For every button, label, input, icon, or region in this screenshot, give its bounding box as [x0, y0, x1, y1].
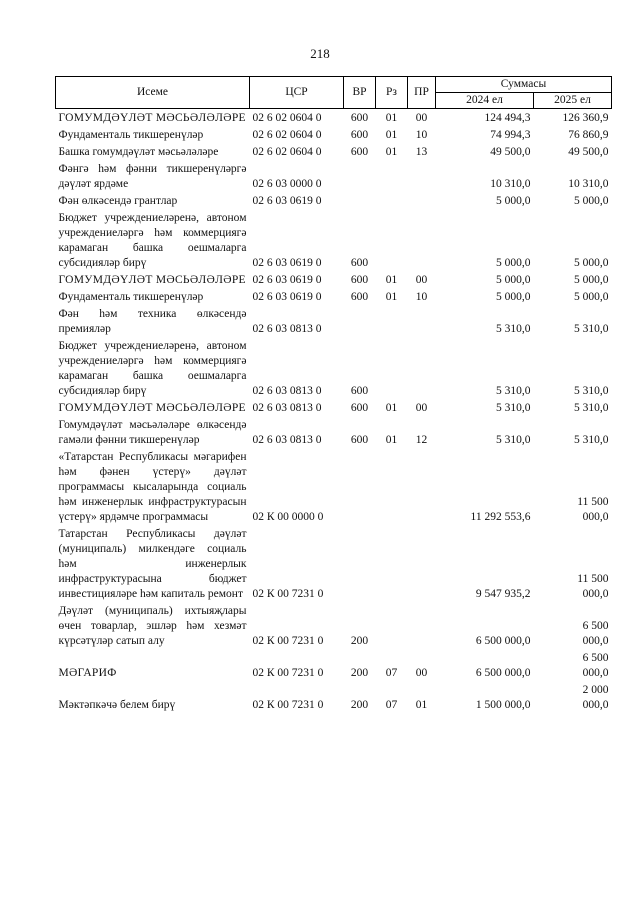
row-pr — [408, 160, 436, 192]
row-pr — [408, 448, 436, 525]
table-row — [56, 288, 612, 305]
row-2025: 6 500 000,0 — [582, 652, 609, 679]
row-vr: 600 — [350, 402, 369, 414]
row-vr — [344, 525, 376, 602]
row-vr: 600 — [350, 112, 369, 124]
row-vr — [344, 448, 376, 525]
row-csr: 02 К 00 7231 0 — [252, 588, 324, 600]
row-name: ГОМУМДӘҮЛӘТ МӘСЬӘЛӘЛӘРЕ — [58, 274, 246, 286]
row-csr: 02 6 03 0619 0 — [252, 274, 322, 286]
row-vr: 200 — [350, 667, 369, 679]
row-pr — [408, 602, 436, 649]
header-vr: ВР — [344, 77, 376, 109]
row-2024: 10 310,0 — [490, 178, 531, 190]
budget-table — [55, 76, 612, 713]
table-row — [56, 305, 612, 337]
row-name: Фәнгә һәм фәнни тикшеренүләргә дәүләт ярдәме — [58, 163, 247, 190]
row-vr: 600 — [350, 434, 369, 446]
header-csr: ЦСР — [250, 77, 344, 109]
table-row — [56, 448, 612, 525]
row-rz — [376, 192, 408, 209]
row-2024: 1 500 000,0 — [475, 699, 531, 711]
row-2024: 5 310,0 — [496, 434, 531, 446]
header-pr: ПР — [408, 77, 436, 109]
row-pr — [408, 305, 436, 337]
row-rz — [376, 209, 408, 271]
page-number: 218 — [310, 46, 330, 61]
row-2025: 76 860,9 — [568, 129, 609, 141]
row-rz — [376, 448, 408, 525]
row-csr: 02 К 00 7231 0 — [252, 699, 324, 711]
table-row — [56, 649, 612, 681]
row-2024: 5 000,0 — [496, 257, 531, 269]
row-vr: 200 — [350, 699, 369, 711]
row-rz: 01 — [385, 146, 398, 158]
header-name: Исеме — [56, 77, 250, 109]
row-pr: 00 — [415, 402, 428, 414]
row-rz — [376, 525, 408, 602]
row-rz: 01 — [385, 274, 398, 286]
row-name: Фундаменталь тикшеренүләр — [58, 291, 204, 303]
row-pr — [408, 525, 436, 602]
row-name: «Татарстан Республикасы мәгарифен һәм фәнен үстерү» дәүләт программасы кысаларында социаль һәм инженерлык инфраструктурасын үстерү» ярдәмче программасы — [58, 451, 247, 523]
row-pr — [408, 192, 436, 209]
row-csr: 02 6 03 0813 0 — [252, 323, 322, 335]
row-csr: 02 6 02 0604 0 — [252, 129, 322, 141]
table-row — [56, 143, 612, 160]
row-pr: 10 — [415, 129, 428, 141]
table-row — [56, 271, 612, 288]
row-rz: 01 — [385, 434, 398, 446]
row-vr: 600 — [350, 257, 369, 269]
row-name: Башка гомумдәүләт мәсьәләләре — [58, 146, 219, 158]
row-2025: 5 000,0 — [574, 291, 609, 303]
table-row — [56, 160, 612, 192]
table-row — [56, 337, 612, 399]
row-2024: 5 000,0 — [496, 195, 531, 207]
row-csr: 02 6 02 0604 0 — [252, 146, 322, 158]
row-rz — [376, 337, 408, 399]
row-csr: 02 6 02 0604 0 — [252, 112, 322, 124]
row-rz — [376, 305, 408, 337]
row-2024: 6 500 000,0 — [475, 667, 531, 679]
row-2025: 49 500,0 — [568, 146, 609, 158]
row-csr: 02 К 00 7231 0 — [252, 667, 324, 679]
table-row — [56, 525, 612, 602]
row-csr: 02 6 03 0813 0 — [252, 385, 322, 397]
row-rz: 01 — [385, 402, 398, 414]
row-2025: 5 000,0 — [574, 257, 609, 269]
row-csr: 02 К 00 7231 0 — [252, 635, 324, 647]
row-vr — [344, 305, 376, 337]
row-2024: 6 500 000,0 — [475, 635, 531, 647]
row-name: ГОМУМДӘҮЛӘТ МӘСЬӘЛӘЛӘРЕ — [58, 402, 246, 414]
row-pr — [408, 337, 436, 399]
row-rz — [376, 602, 408, 649]
row-2025: 126 360,9 — [562, 112, 609, 124]
row-rz: 07 — [385, 667, 398, 679]
row-pr: 12 — [415, 434, 428, 446]
row-name: Бюджет учреждениеләренә, автоном учреждениеләргә һәм коммерциягә карамаган башка оешмаларга субсидияләр бирү — [58, 212, 247, 269]
row-2024: 124 494,3 — [484, 112, 531, 124]
row-csr: 02 6 03 0813 0 — [252, 434, 322, 446]
row-2024: 74 994,3 — [490, 129, 531, 141]
row-2025: 5 000,0 — [574, 274, 609, 286]
row-rz: 07 — [385, 699, 398, 711]
row-name: ГОМУМДӘҮЛӘТ МӘСЬӘЛӘЛӘРЕ — [58, 112, 246, 124]
table-row — [56, 109, 612, 127]
table-row — [56, 602, 612, 649]
row-2025: 5 310,0 — [574, 385, 609, 397]
row-csr: 02 6 03 0813 0 — [252, 402, 322, 414]
row-csr: 02 К 00 0000 0 — [252, 511, 324, 523]
row-2025: 10 310,0 — [568, 178, 609, 190]
row-2024: 11 292 553,6 — [470, 511, 531, 523]
row-vr: 600 — [350, 129, 369, 141]
row-name: Мәктәпкәчә белем бирү — [58, 699, 176, 711]
row-pr: 00 — [415, 112, 428, 124]
row-rz — [376, 160, 408, 192]
row-pr: 00 — [415, 274, 428, 286]
row-csr: 02 6 03 0619 0 — [252, 195, 322, 207]
row-pr: 13 — [415, 146, 428, 158]
row-rz: 01 — [385, 291, 398, 303]
row-csr: 02 6 03 0619 0 — [252, 291, 322, 303]
row-vr: 600 — [350, 274, 369, 286]
row-2025: 11 500 000,0 — [577, 573, 609, 600]
row-2024: 9 547 935,2 — [475, 588, 531, 600]
header-2025: 2025 ел — [534, 93, 612, 109]
header-sums: Суммасы — [436, 77, 612, 93]
row-vr: 600 — [350, 146, 369, 158]
header-rz: Рз — [376, 77, 408, 109]
row-2025: 5 000,0 — [574, 195, 609, 207]
row-2024: 49 500,0 — [490, 146, 531, 158]
row-2024: 5 310,0 — [496, 323, 531, 335]
table-body — [56, 109, 612, 714]
row-2025: 11 500 000,0 — [577, 496, 609, 523]
row-2025: 2 000 000,0 — [582, 684, 609, 711]
row-2024: 5 000,0 — [496, 274, 531, 286]
row-2025: 5 310,0 — [574, 402, 609, 414]
table-row — [56, 416, 612, 448]
row-name: Фән һәм техника өлкәсендә премияләр — [58, 308, 247, 335]
row-2024: 5 310,0 — [496, 385, 531, 397]
table-row — [56, 399, 612, 416]
row-pr — [408, 209, 436, 271]
table-row — [56, 126, 612, 143]
row-vr: 200 — [350, 635, 369, 647]
row-name: Фундаменталь тикшеренүләр — [58, 129, 204, 141]
row-2025: 5 310,0 — [574, 323, 609, 335]
row-2024: 5 310,0 — [496, 402, 531, 414]
row-rz: 01 — [385, 112, 398, 124]
row-pr: 10 — [415, 291, 428, 303]
row-name: Фән өлкәсендә грантлар — [58, 195, 178, 207]
table-row — [56, 192, 612, 209]
row-vr: 600 — [350, 291, 369, 303]
row-name: Бюджет учреждениеләренә, автоном учреждениеләргә һәм коммерциягә карамаган башка оешмаларга субсидияләр бирү — [58, 340, 247, 397]
row-csr: 02 6 03 0619 0 — [252, 257, 322, 269]
row-csr: 02 6 03 0000 0 — [252, 178, 322, 190]
row-pr: 01 — [415, 699, 428, 711]
row-pr: 00 — [415, 667, 428, 679]
row-name: Гомумдәүләт мәсьәләләре өлкәсендә гамәли фәнни тикшеренүләр — [58, 419, 247, 446]
row-2024: 5 000,0 — [496, 291, 531, 303]
table-row — [56, 681, 612, 713]
row-2025: 6 500 000,0 — [582, 620, 609, 647]
row-rz: 01 — [385, 129, 398, 141]
row-vr — [344, 160, 376, 192]
row-2025: 5 310,0 — [574, 434, 609, 446]
row-vr: 600 — [350, 385, 369, 397]
header-2024: 2024 ел — [436, 93, 534, 109]
row-name: Дәүләт (муниципаль) ихтыяҗлары өчен товарлар, эшләр һәм хезмәт күрсәтүләр сатып алу — [58, 605, 247, 647]
row-vr — [344, 192, 376, 209]
row-name: МӘГАРИФ — [58, 667, 117, 679]
table-row — [56, 209, 612, 271]
row-name: Татарстан Республикасы дәүләт (муниципаль) милкендәге социаль һәм инженерлык инфраструктурасына бюджет инвестицияләре һәм капиталь ремонт — [58, 528, 247, 600]
